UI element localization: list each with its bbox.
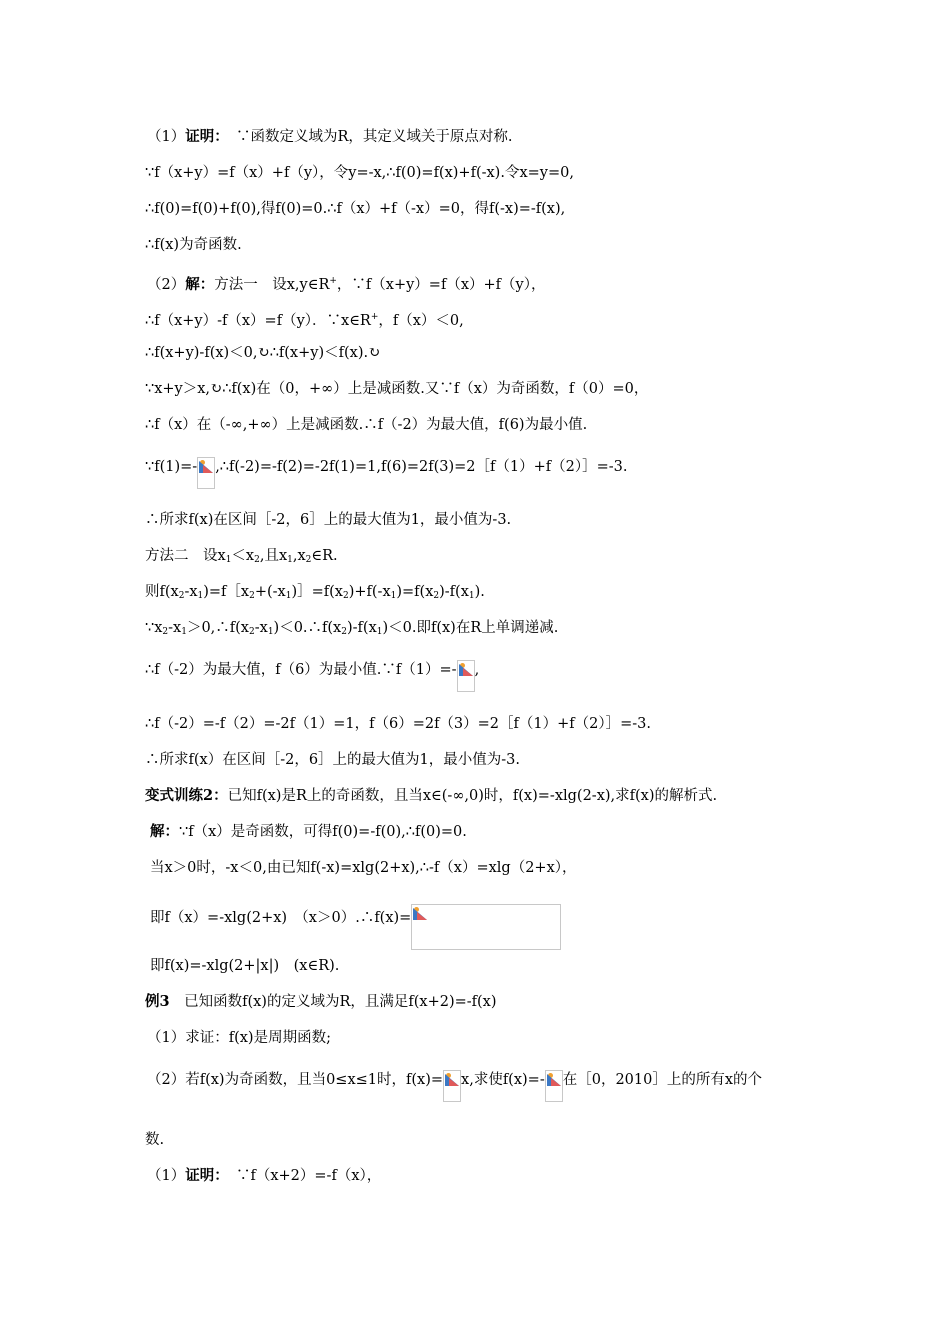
- label-proof: 证明：: [185, 1167, 222, 1184]
- line-17: [145, 750, 520, 770]
- text: )＜0.即f(x)在R上单调递减.: [382, 620, 559, 636]
- text: ∴f（x+y）-f（x）=f（y）．∵x∈R: [145, 313, 371, 329]
- line-25: [147, 1070, 762, 1102]
- line-4: [145, 235, 242, 255]
- text: 方法二 设x: [145, 548, 226, 564]
- text: ，∵f（x+y）=f（x）+f（y），: [336, 277, 546, 293]
- text: x,求使f(x)=-: [461, 1072, 545, 1088]
- broken-image-icon: [412, 905, 428, 921]
- line-27: [147, 1166, 381, 1186]
- broken-image-icon: [197, 457, 215, 489]
- line-2: [145, 163, 574, 183]
- subscript: 2: [341, 627, 347, 637]
- text: )-f(x: [439, 584, 469, 600]
- text: ∈R.: [311, 548, 338, 564]
- subscript: 1: [376, 627, 383, 637]
- text: ∴所求f(x)在区间［-2，6］上的最大值为1，最小值为-3.: [145, 512, 512, 528]
- text: （1）: [147, 1168, 186, 1184]
- line-22: [150, 956, 339, 976]
- text: ∵x: [145, 620, 163, 636]
- line-12: [145, 546, 338, 570]
- broken-image-icon: [545, 1070, 563, 1102]
- text: )］=f(x: [291, 584, 343, 600]
- text: （2）: [147, 277, 186, 293]
- link-symbol-icon: ↻: [368, 345, 381, 361]
- text: 当x＞0时，-x＜0,由已知f(-x)=xlg(2+x),∴-f（x）=xlg（2+x），: [150, 860, 577, 876]
- line-18: [145, 786, 717, 806]
- text: -x: [254, 620, 268, 636]
- text: ∴f(x)为奇函数.: [145, 237, 242, 253]
- text: +(-x: [254, 584, 286, 600]
- line-23: [145, 992, 497, 1012]
- line-14: [145, 618, 558, 642]
- text: ).: [474, 584, 485, 600]
- line-19: [150, 822, 467, 842]
- text: ∴f（-2）=-f（2）=-2f（1）=1，f（6）=2f（3）=2［f（1）+f（2）］=-3.: [145, 716, 651, 732]
- text: ,: [474, 662, 480, 678]
- label-example-3: 例3: [145, 993, 170, 1010]
- subscript: 1: [225, 555, 232, 565]
- label-variant-training: 变式训练2：: [145, 787, 228, 804]
- line-16: [145, 714, 651, 734]
- text: )+f(-x: [348, 584, 391, 600]
- text: )=f［x: [203, 584, 250, 600]
- text: ＞0,∴f(x: [186, 620, 249, 636]
- line-9: [145, 415, 587, 435]
- line-21: [150, 904, 561, 950]
- line-13: [145, 582, 485, 606]
- text: )=f(x: [396, 584, 434, 600]
- text: -x: [184, 584, 198, 600]
- subscript: 1: [197, 591, 204, 601]
- line-11: [145, 510, 511, 530]
- broken-image-icon: [443, 1070, 461, 1102]
- text: ∴所求f(x）在区间［-2，6］上的最大值为1，最小值为-3.: [145, 752, 521, 768]
- text: ,x: [292, 548, 306, 564]
- line-1: [147, 127, 513, 147]
- text: ∵f(1)=-: [145, 459, 198, 475]
- line-3: [145, 199, 565, 219]
- subscript: 1: [181, 627, 187, 637]
- subscript: 1: [285, 591, 292, 601]
- subscript: 2: [433, 591, 440, 601]
- subscript: 1: [390, 591, 397, 601]
- text: ∵f（x）是奇函数，可得f(0)=-f(0),∴f(0)=0.: [179, 824, 467, 840]
- text: 数.: [145, 1132, 165, 1148]
- text: ∵x+y＞x,: [145, 381, 211, 397]
- text: -x: [168, 620, 182, 636]
- text: 即f（x）=-xlg(2+x) （x＞0）.∴f(x)=: [150, 910, 412, 926]
- text: 方法一 设x,y∈R: [214, 277, 330, 293]
- text: （2）若f(x)为奇函数，且当0≤x≤1时，f(x)=: [147, 1072, 444, 1088]
- subscript: 1: [287, 555, 293, 565]
- text: ∴f（x）在（-∞,+∞）上是减函数.∴f（-2）为最大值，f(6)为最小值.: [145, 417, 588, 433]
- text: ∵f（x+2）=-f（x），: [221, 1168, 382, 1184]
- subscript: 2: [249, 591, 255, 601]
- subscript: 2: [342, 591, 349, 601]
- text: 在［0，2010］上的所有x的个: [562, 1072, 763, 1088]
- label-solution: 解：: [185, 276, 215, 293]
- text: ∴f（-2）为最大值，f（6）为最小值.∵f（1）=-: [145, 662, 457, 678]
- line-15: [145, 660, 479, 692]
- text: ∵f（x+y）=f（x）+f（y），令y=-x,∴f(0)=f(x)+f(-x).令x=y=0,: [145, 165, 574, 181]
- text: 则f(x: [145, 584, 179, 600]
- text: )-f(x: [346, 620, 377, 636]
- subscript: 2: [178, 591, 185, 601]
- text: ＜x: [231, 548, 255, 564]
- text: （1）: [147, 129, 186, 145]
- subscript: 2: [249, 627, 255, 637]
- text: ∴f(x+y)＜f(x).: [269, 345, 369, 361]
- subscript: 2: [305, 555, 312, 565]
- broken-image-icon: [457, 660, 475, 692]
- text: ,∴f(-2)=-f(2)=-2f(1)=1,f(6)=2f(3)=2［f（1）+f（2）］=-3.: [215, 459, 628, 475]
- label-solution: 解：: [150, 823, 179, 840]
- superscript: +: [329, 276, 337, 286]
- link-symbol-icon: ↻: [257, 345, 270, 361]
- line-7: [145, 343, 380, 363]
- text: ∴f(x+y)-f(x)＜0,: [145, 345, 258, 361]
- line-10: [145, 457, 627, 489]
- superscript: +: [370, 312, 379, 322]
- line-6: [145, 307, 464, 331]
- line-26: [145, 1130, 164, 1150]
- text: 即f(x)=-xlg(2+|x|) (x∈R).: [150, 958, 340, 974]
- formula-image-box: [411, 904, 561, 950]
- line-20: [150, 858, 577, 878]
- text: ∴f(0)=f(0)+f(0),得f(0)=0.∴f（x）+f（-x）=0，得f(-x)=-f(x),: [145, 201, 566, 217]
- line-24: [147, 1028, 331, 1048]
- link-symbol-icon: ↻: [210, 381, 223, 397]
- subscript: 2: [162, 627, 169, 637]
- subscript: 1: [267, 627, 274, 637]
- label-proof: 证明：: [185, 128, 222, 145]
- line-8: [145, 379, 648, 399]
- subscript: 2: [254, 555, 260, 565]
- subscript: 1: [468, 591, 475, 601]
- text: ∵函数定义域为R，其定义域关于原点对称.: [221, 129, 513, 145]
- text: )＜0.∴f(x: [273, 620, 342, 636]
- text: ,且x: [259, 548, 288, 564]
- text: ，f（x）＜0,: [378, 313, 464, 329]
- line-5: [147, 271, 545, 295]
- text: ∴f(x)在（0，+∞）上是减函数.又∵f（x）为奇函数，f（0）=0，: [222, 381, 649, 397]
- text: 已知函数f(x)的定义域为R，且满足f(x+2)=-f(x): [169, 994, 497, 1010]
- text: 已知f(x)是R上的奇函数，且当x∈(-∞,0)时，f(x)=-xlg(2-x),求f(x)的解析式.: [227, 788, 718, 804]
- text: （1）求证：f(x)是周期函数;: [147, 1030, 331, 1046]
